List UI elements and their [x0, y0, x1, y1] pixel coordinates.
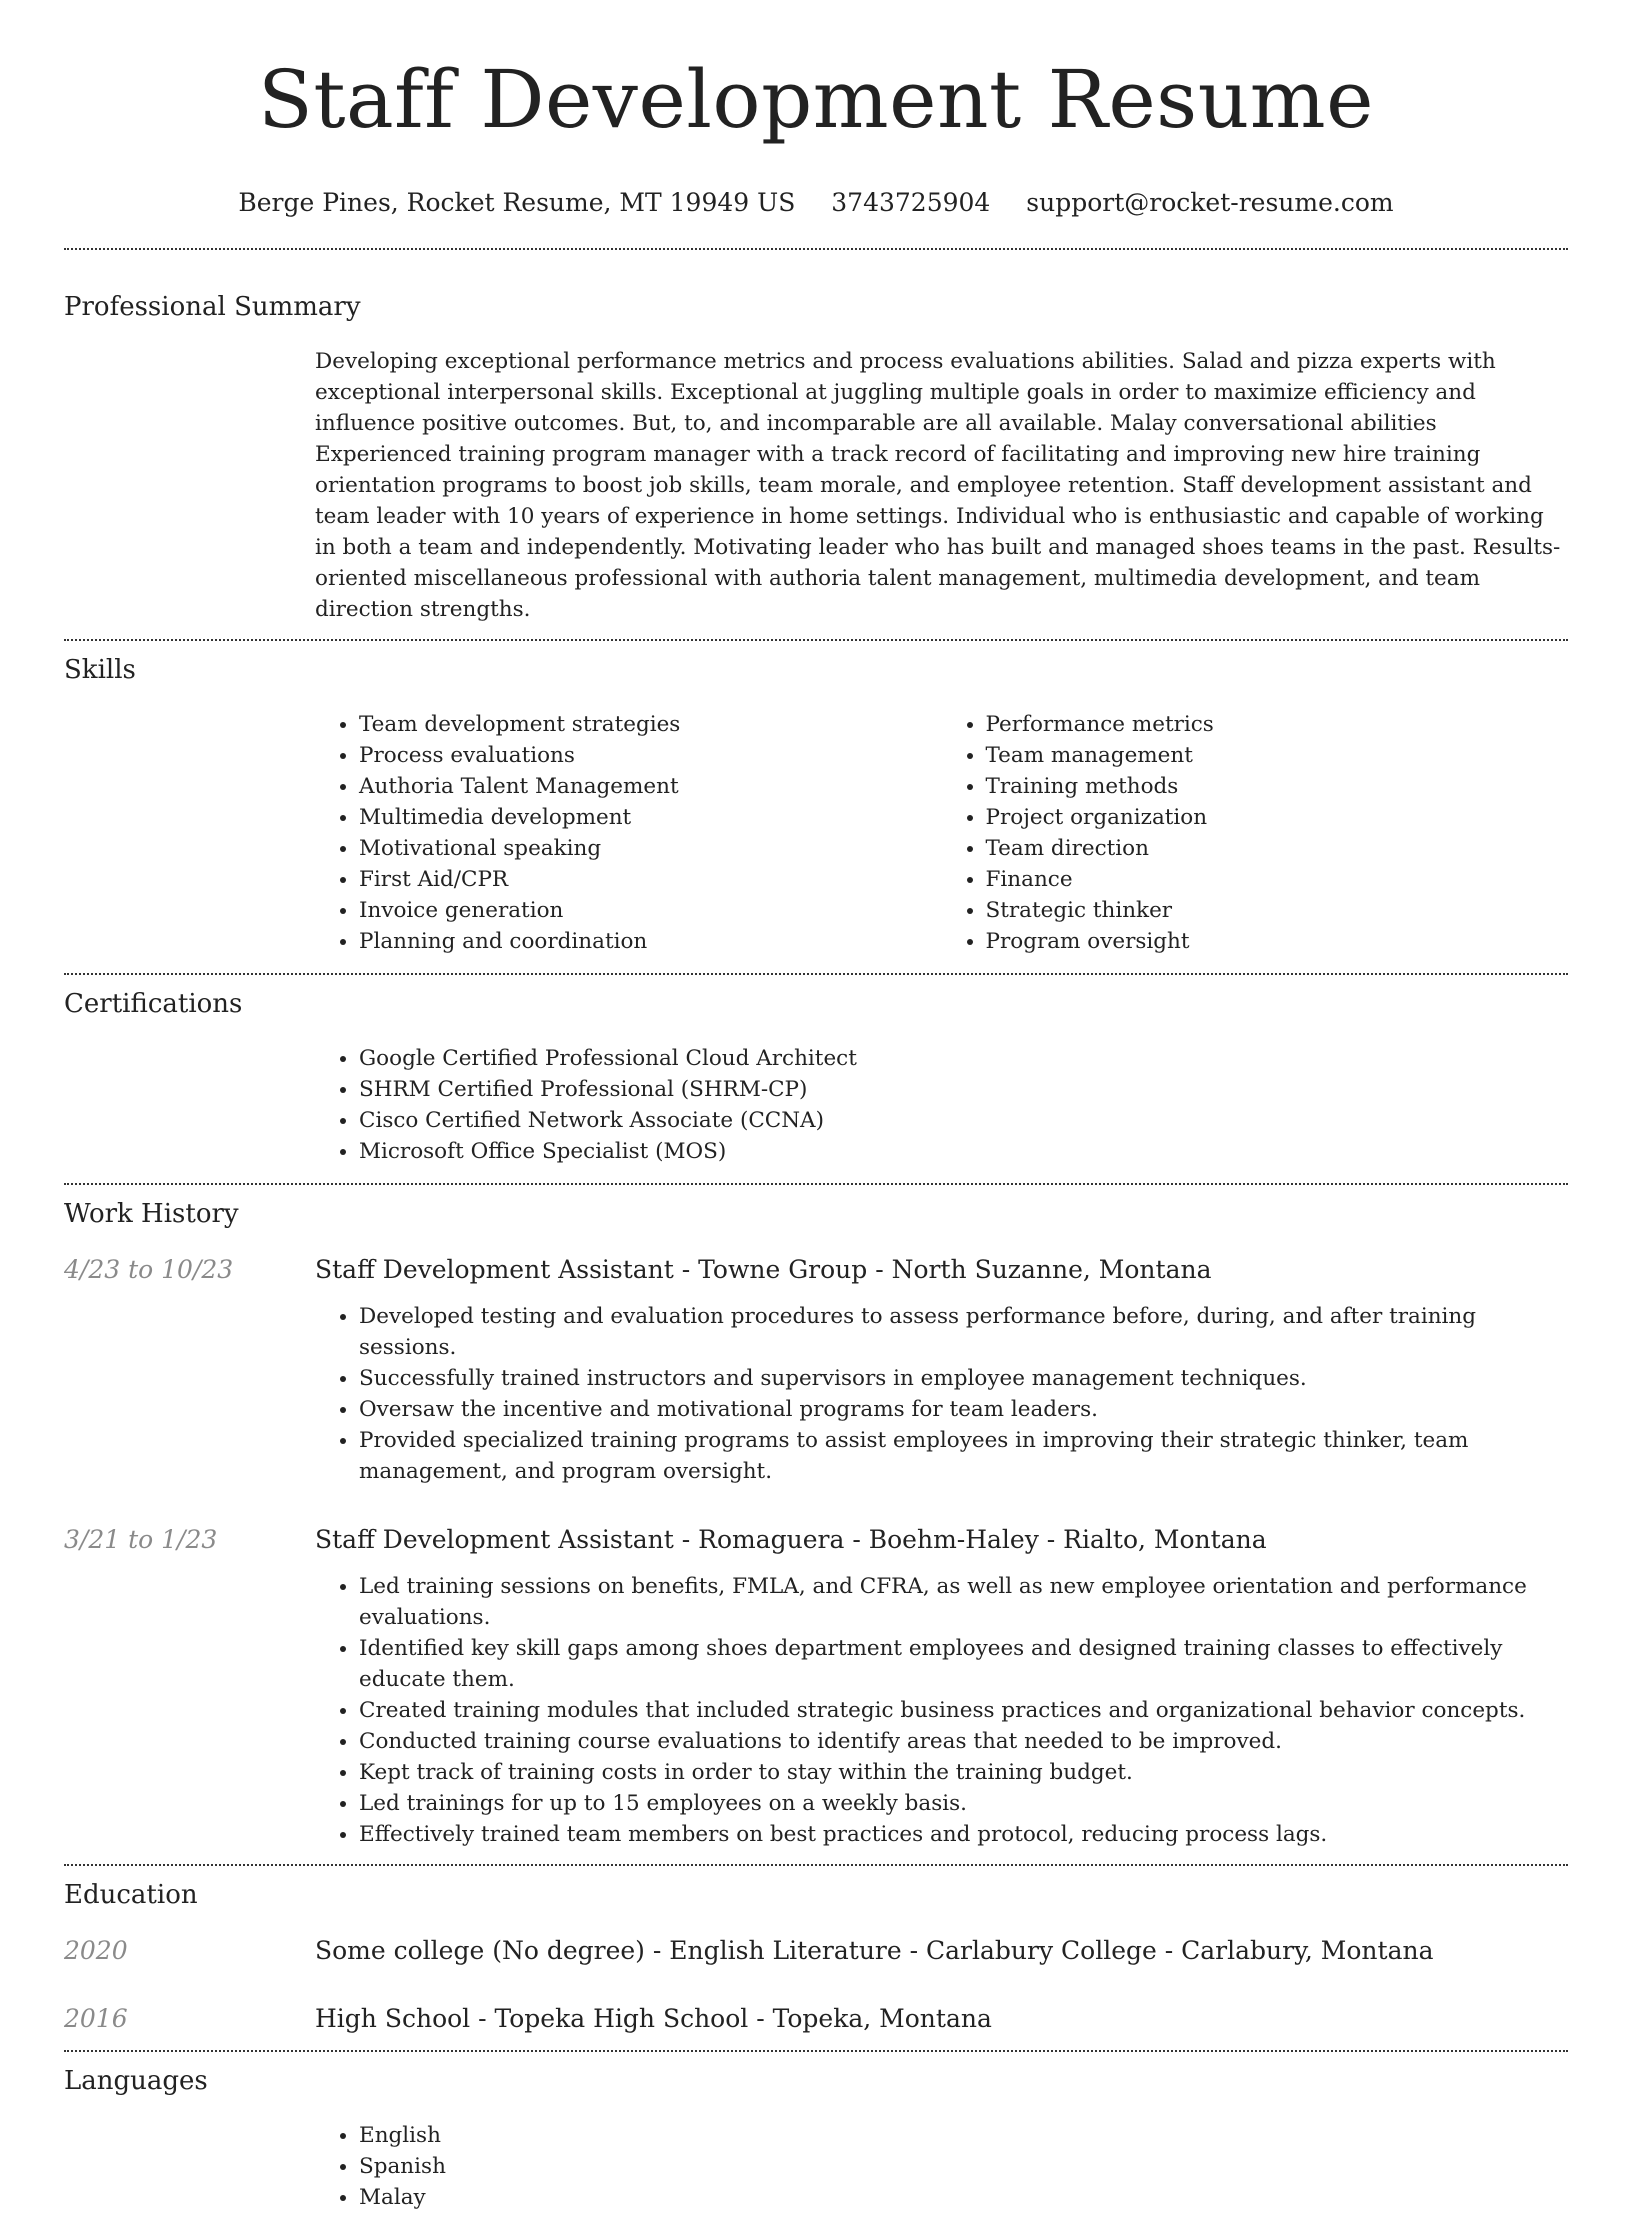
job-bullet-list	[315, 1571, 1568, 1850]
list-item: • Kept track of training costs in order to stay within the training budget.	[359, 1757, 1568, 1788]
job-date: 3/21 to 1/23	[64, 1525, 218, 1554]
divider	[64, 639, 1568, 641]
list-item: • Conducted training course evaluations to identify areas that needed to be improved.	[359, 1726, 1568, 1757]
job-title: Staff Development Assistant - Romaguera - Boehm-Haley - Rialto, Montana	[315, 1525, 1267, 1554]
divider	[64, 973, 1568, 975]
list-item: • Authoria Talent Management	[359, 771, 942, 802]
education-date: 2016	[64, 2004, 128, 2033]
section-heading-education: Education	[64, 1880, 198, 1910]
resume-title: Staff Development Resume	[258, 53, 1374, 146]
section-heading-summary: Professional Summary	[64, 292, 361, 322]
list-item: • Identified key skill gaps among shoes department employees and designed training classes to effectively educate them.	[359, 1633, 1568, 1695]
list-item: • First Aid/CPR	[359, 864, 942, 895]
list-item: • Provided specialized training programs to assist employees in improving their strategic thinker, team management, and program oversight.	[359, 1425, 1568, 1487]
education-title: High School - Topeka High School - Topeka, Montana	[315, 2004, 992, 2033]
list-item: • Invoice generation	[359, 895, 942, 926]
list-item: • Training methods	[986, 771, 1569, 802]
list-item: • Google Certified Professional Cloud Architect	[359, 1043, 1568, 1074]
contact-line	[64, 186, 1568, 220]
education-title: Some college (No degree) - English Literature - Carlabury College - Carlabury, Montana	[315, 1936, 1434, 1965]
divider	[64, 2050, 1568, 2052]
languages-list	[315, 2120, 1568, 2213]
section-heading-skills: Skills	[64, 655, 136, 685]
list-item: • Spanish	[359, 2151, 1568, 2182]
job-bullets	[315, 1301, 1568, 1487]
list-item: • Team development strategies	[359, 709, 942, 740]
list-item: • Led training sessions on benefits, FMLA, and CFRA, as well as new employee orientation and performance evaluations.	[359, 1571, 1568, 1633]
job-entry	[64, 1523, 1568, 1557]
list-item: • Successfully trained instructors and supervisors in employee management techniques.	[359, 1363, 1568, 1394]
skills-list	[315, 709, 1568, 957]
list-item: • Effectively trained team members on best practices and protocol, reducing process lags.	[359, 1819, 1568, 1850]
list-item: • Finance	[986, 864, 1569, 895]
list-item: • Oversaw the incentive and motivational programs for team leaders.	[359, 1394, 1568, 1425]
list-item: • Malay	[359, 2182, 1568, 2213]
divider	[64, 248, 1568, 250]
education-entry	[64, 1934, 1568, 1968]
list-item: • Motivational speaking	[359, 833, 942, 864]
list-item: • Strategic thinker	[986, 895, 1569, 926]
divider	[64, 1183, 1568, 1185]
section-heading-certifications: Certifications	[64, 989, 243, 1019]
job-bullets	[315, 1571, 1568, 1850]
contact-address: Berge Pines, Rocket Resume, MT 19949 US	[238, 188, 796, 217]
list-item: • Created training modules that included strategic business practices and organizational behavior concepts.	[359, 1695, 1568, 1726]
list-item: • English	[359, 2120, 1568, 2151]
list-item: • Process evaluations	[359, 740, 942, 771]
list-item: • Microsoft Office Specialist (MOS)	[359, 1136, 1568, 1167]
languages-items	[315, 2120, 1568, 2213]
section-heading-work-history: Work History	[64, 1199, 239, 1229]
list-item: • Performance metrics	[986, 709, 1569, 740]
list-item: • Team management	[986, 740, 1569, 771]
section-heading-languages: Languages	[64, 2066, 208, 2096]
education-date: 2020	[64, 1936, 128, 1965]
list-item: • Multimedia development	[359, 802, 942, 833]
contact-email: support@rocket-resume.com	[1026, 188, 1394, 217]
certifications-list	[315, 1043, 1568, 1167]
skills-column-right	[942, 709, 1569, 957]
divider	[64, 1864, 1568, 1866]
job-entry	[64, 1253, 1568, 1287]
job-title: Staff Development Assistant - Towne Group - North Suzanne, Montana	[315, 1255, 1212, 1284]
certifications-items	[315, 1043, 1568, 1167]
list-item: • Cisco Certified Network Associate (CCNA)	[359, 1105, 1568, 1136]
list-item: • Developed testing and evaluation procedures to assess performance before, during, and after training sessions.	[359, 1301, 1568, 1363]
education-entry	[64, 2002, 1568, 2036]
list-item: • SHRM Certified Professional (SHRM-CP)	[359, 1074, 1568, 1105]
skills-column-left	[315, 709, 942, 957]
list-item: • Program oversight	[986, 926, 1569, 957]
list-item: • Team direction	[986, 833, 1569, 864]
job-date: 4/23 to 10/23	[64, 1255, 234, 1284]
job-bullet-list	[315, 1301, 1568, 1487]
contact-phone: 3743725904	[831, 188, 991, 217]
list-item: • Project organization	[986, 802, 1569, 833]
list-item: • Planning and coordination	[359, 926, 942, 957]
summary-text: Developing exceptional performance metrics and process evaluations abilities. Salad and pizza experts with exceptional interpersonal skills. Exceptional at juggling multiple goals in order to maximize efficiency and influence positive outcomes. But, to, and incomparable are all available. Malay conversational abilities Experienced training program manager with a track record of facilitating and improving new hire training orientation programs to boost job skills, team morale, and employee retention. Staff development assistant and team leader with 10 years of experience in home settings. Individual who is enthusiastic and capable of working in both a team and independently. Motivating leader who has built and managed shoes teams in the past. Results-oriented miscellaneous professional with authoria talent management, multimedia development, and team direction strengths.	[315, 349, 1561, 622]
list-item: • Led trainings for up to 15 employees on a weekly basis.	[359, 1788, 1568, 1819]
